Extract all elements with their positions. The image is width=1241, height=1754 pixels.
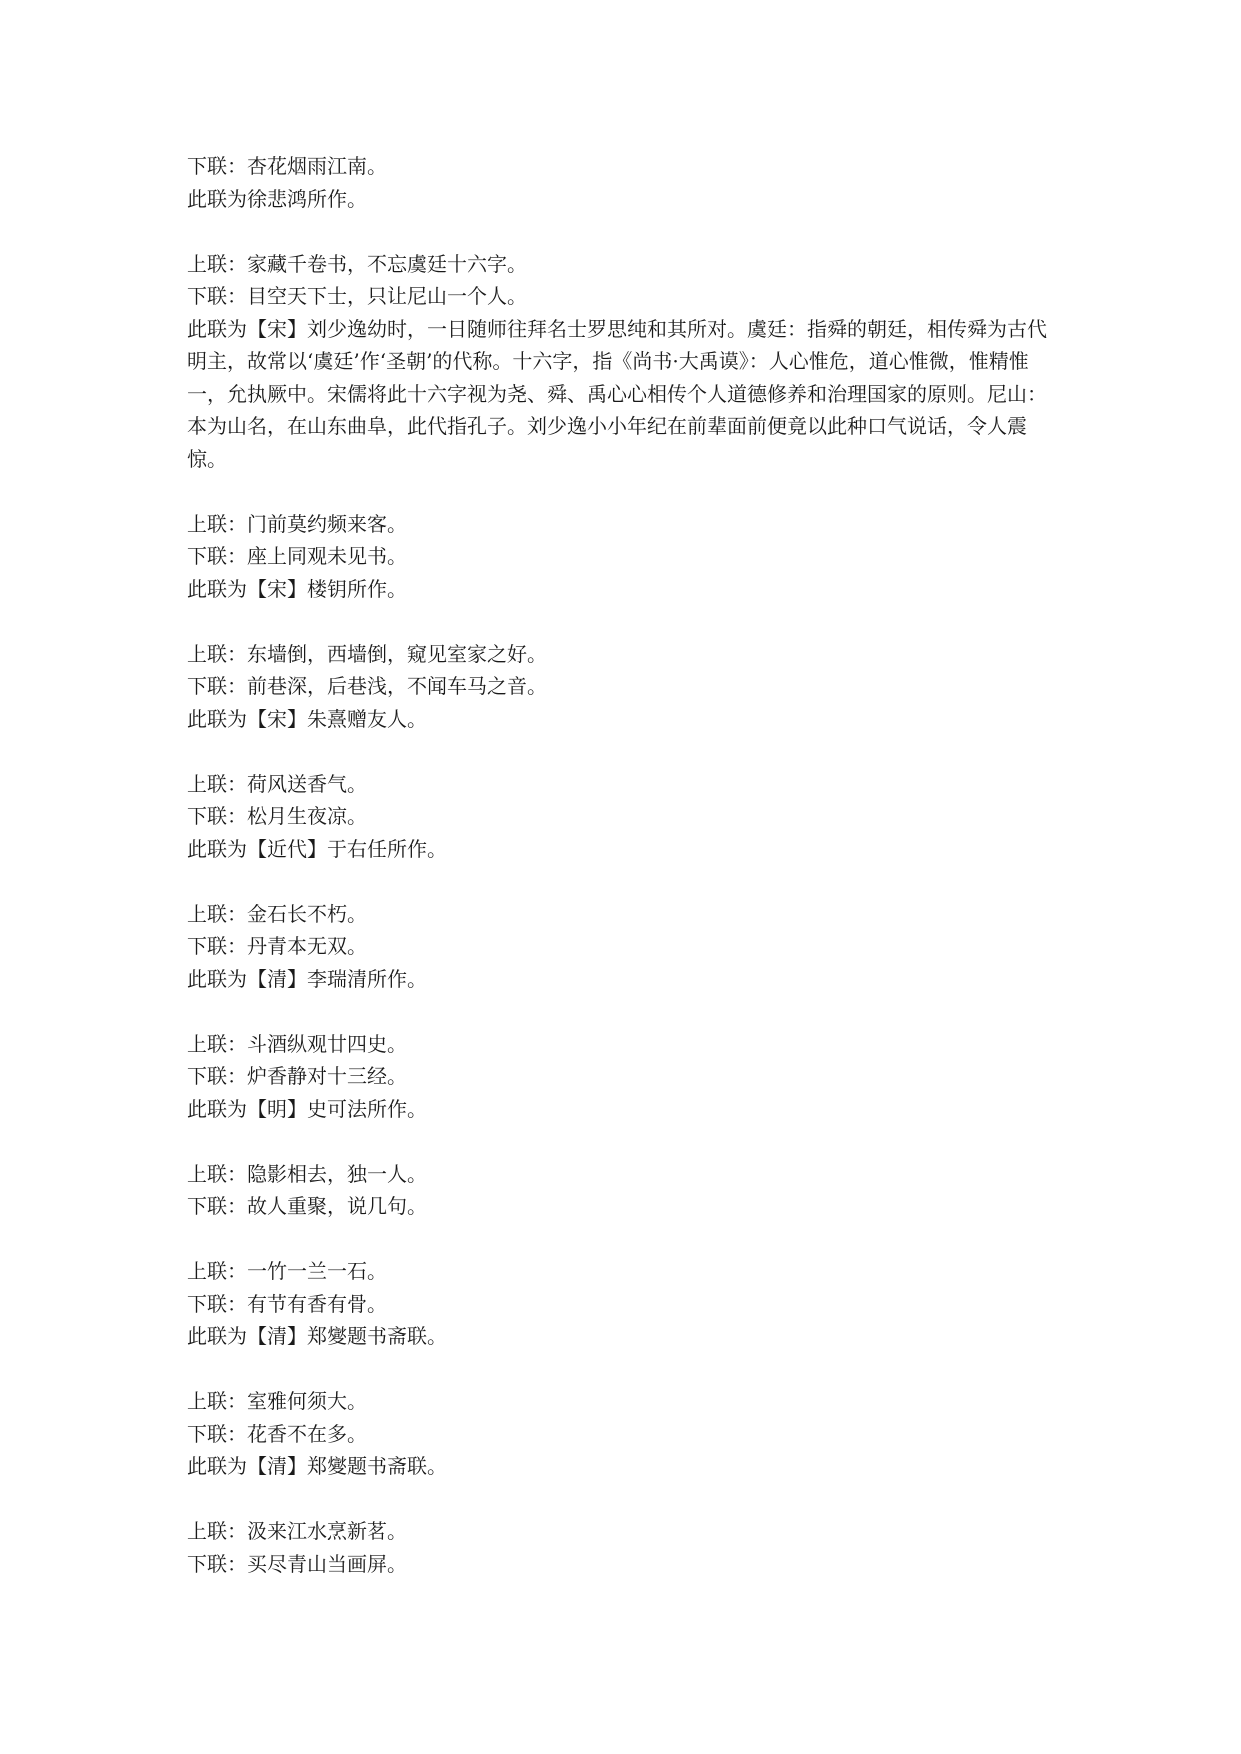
text-line: 下联：丹青本无双。 [187, 934, 367, 958]
couplet-block [187, 1385, 1053, 1483]
text-line: 下联：目空天下士，只让尼山一个人。 [187, 284, 527, 308]
text-line: 下联：杏花烟雨江南。 [187, 154, 387, 178]
couplet-block [187, 508, 1053, 606]
text-line: 下联：炉香静对十三经。 [187, 1064, 407, 1088]
text-line: 上联：斗酒纵观廿四史。 [187, 1031, 407, 1056]
text-line: 上联：门前莫约频来客。 [187, 511, 407, 536]
couplet-block [187, 248, 1053, 476]
text-line: 此联为【清】李瑞清所作。 [187, 966, 427, 991]
text-line: 上联：隐影相去，独一人。 [187, 1161, 427, 1186]
text-line: 上联：东墙倒，西墙倒，窥见室家之好。 [187, 641, 547, 666]
couplet-block [187, 768, 1053, 866]
couplet-block [187, 1158, 1053, 1223]
text-line: 上联：室雅何须大。 [187, 1389, 367, 1413]
text-line: 上联：汲来江水烹新茗。 [187, 1519, 407, 1543]
couplet-block [187, 898, 1053, 996]
note-paragraph: 此联为【宋】刘少逸幼时，一日随师往拜名士罗思纯和其所对。虞廷：指舜的朝廷，相传舜为古代明主，故常以‘虞廷’作‘圣朝’的代称。十六字，指《尚书·大禹谟》：人心惟危，道心惟微，惟精惟一，允执厥中。宋儒将此十六字视为尧、舜、禹心心相传个人道德修养和治理国家的原则。尼山：本为山名，在山东曲阜，此代指孔子。刘少逸小小年纪在前辈面前便竟以此种口气说话，令人震惊。 [187, 316, 1047, 471]
text-line: 此联为【清】郑夑题书斋联。 [187, 1454, 447, 1478]
text-line: 下联：花香不在多。 [187, 1421, 367, 1446]
couplet-block [187, 150, 1053, 215]
text-line: 下联：买尽青山当画屏。 [187, 1551, 407, 1576]
text-line: 下联：有节有香有骨。 [187, 1291, 387, 1316]
text-line: 此联为【宋】朱熹赠友人。 [187, 706, 427, 731]
couplet-block [187, 1515, 1053, 1580]
text-line: 此联为【明】史可法所作。 [187, 1096, 427, 1121]
text-line: 下联：松月生夜凉。 [187, 804, 367, 828]
text-line: 上联：一竹一兰一石。 [187, 1259, 387, 1283]
text-line: 此联为【近代】于右任所作。 [187, 836, 447, 861]
couplet-block [187, 1255, 1053, 1353]
text-line: 此联为【清】郑夑题书斋联。 [187, 1324, 447, 1348]
text-line: 下联：前巷深，后巷浅，不闻车马之音。 [187, 674, 547, 698]
couplet-block [187, 1028, 1053, 1126]
text-line: 上联：金石长不朽。 [187, 901, 367, 926]
text-line: 此联为徐悲鸿所作。 [187, 186, 367, 211]
text-line: 下联：故人重聚，说几句。 [187, 1194, 427, 1218]
text-line: 上联：家藏千卷书，不忘虞廷十六字。 [187, 251, 527, 276]
text-line: 此联为【宋】楼钥所作。 [187, 576, 407, 601]
text-line: 上联：荷风送香气。 [187, 771, 367, 796]
couplet-block [187, 638, 1053, 736]
text-line: 下联：座上同观未见书。 [187, 544, 407, 568]
document-body [187, 150, 1053, 1580]
